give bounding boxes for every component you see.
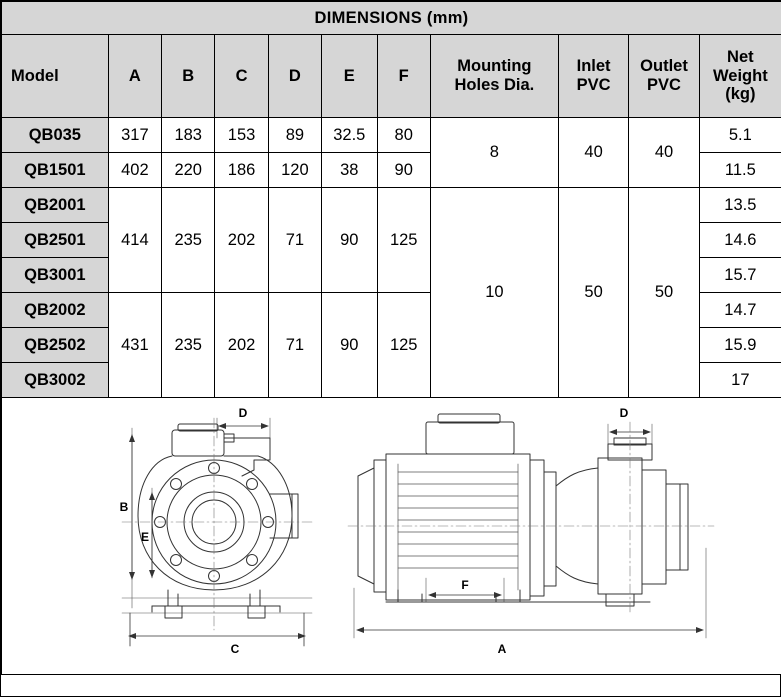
table-row xyxy=(2,188,781,223)
header-a: A xyxy=(108,35,161,118)
cell-e-qb1501: 38 xyxy=(322,153,377,188)
cell-weight-qb1501: 11.5 xyxy=(699,153,781,188)
cell-c-group-2002-3002: 202 xyxy=(215,293,268,398)
header-mounting-line2: Holes Dia. xyxy=(454,76,535,94)
header-net-line1: Net xyxy=(727,47,754,66)
cell-weight-qb2001: 13.5 xyxy=(699,188,781,223)
header-inlet-pvc xyxy=(558,35,628,118)
cell-weight-qb3002: 17 xyxy=(699,363,781,398)
cell-d-qb035: 89 xyxy=(268,118,321,153)
cell-b-qb1501: 220 xyxy=(162,153,215,188)
row-model-qb2001: QB2001 xyxy=(2,188,109,223)
row-model-qb3001: QB3001 xyxy=(2,258,109,293)
cell-a-group-2002-3002: 431 xyxy=(108,293,161,398)
header-mounting-holes-dia xyxy=(430,35,558,118)
pump-drawings xyxy=(2,398,781,674)
row-model-qb2002: QB2002 xyxy=(2,293,109,328)
header-b: B xyxy=(162,35,215,118)
cell-d-group-2001-3001: 71 xyxy=(268,188,321,293)
header-net-line2: Weight xyxy=(713,66,768,85)
cell-c-qb035: 153 xyxy=(215,118,268,153)
header-d: D xyxy=(268,35,321,118)
header-model: Model xyxy=(2,35,109,118)
pump-drawing-svg xyxy=(2,398,781,674)
header-outlet-line2: PVC xyxy=(647,76,681,94)
header-net-weight xyxy=(699,35,781,118)
label-d-front: D xyxy=(238,406,248,420)
label-b-front: B xyxy=(119,500,129,514)
header-mounting-line1: Mounting xyxy=(457,57,532,76)
cell-mounting-group1: 8 xyxy=(430,118,558,188)
row-model-qb2501: QB2501 xyxy=(2,223,109,258)
cell-a-qb035: 317 xyxy=(108,118,161,153)
cell-outlet-group1: 40 xyxy=(629,118,699,188)
row-model-qb1501: QB1501 xyxy=(2,153,109,188)
cell-inlet-group1: 40 xyxy=(558,118,628,188)
cell-f-qb1501: 90 xyxy=(377,153,430,188)
cell-weight-qb3001: 15.7 xyxy=(699,258,781,293)
cell-e-group-2001-3001: 90 xyxy=(322,188,377,293)
cell-mounting-group2: 10 xyxy=(430,188,558,398)
cell-weight-qb2002: 14.7 xyxy=(699,293,781,328)
cell-d-qb1501: 120 xyxy=(268,153,321,188)
table-title-row xyxy=(2,2,781,35)
header-outlet-line1: Outlet xyxy=(640,57,688,76)
cell-weight-qb2502: 15.9 xyxy=(699,328,781,363)
cell-b-group-2001-3001: 235 xyxy=(162,188,215,293)
cell-outlet-group2: 50 xyxy=(629,188,699,398)
cell-weight-qb2501: 14.6 xyxy=(699,223,781,258)
label-d-side: D xyxy=(619,406,629,420)
row-model-qb035: QB035 xyxy=(2,118,109,153)
header-e: E xyxy=(322,35,377,118)
header-inlet-line2: PVC xyxy=(576,76,611,94)
label-f-side: F xyxy=(461,578,469,592)
cell-c-group-2001-3001: 202 xyxy=(215,188,268,293)
header-f: F xyxy=(377,35,430,118)
table-title: DIMENSIONS (mm) xyxy=(2,2,781,35)
header-c: C xyxy=(215,35,268,118)
cell-f-group-2001-3001: 125 xyxy=(377,188,430,293)
table-row xyxy=(2,118,781,153)
dimensions-table xyxy=(1,1,781,675)
cell-b-group-2002-3002: 235 xyxy=(162,293,215,398)
row-model-qb2502: QB2502 xyxy=(2,328,109,363)
label-e-front: E xyxy=(140,530,150,544)
header-net-line3: (kg) xyxy=(725,85,756,104)
cell-b-qb035: 183 xyxy=(162,118,215,153)
cell-e-group-2002-3002: 90 xyxy=(322,293,377,398)
cell-e-qb035: 32.5 xyxy=(322,118,377,153)
cell-a-qb1501: 402 xyxy=(108,153,161,188)
cell-d-group-2002-3002: 71 xyxy=(268,293,321,398)
diagram-row xyxy=(2,398,781,675)
cell-weight-qb035: 5.1 xyxy=(699,118,781,153)
label-a-side: A xyxy=(497,642,507,656)
cell-f-group-2002-3002: 125 xyxy=(377,293,430,398)
table-header-row xyxy=(2,35,781,118)
header-inlet-line1: Inlet xyxy=(576,57,611,76)
diagram-cell xyxy=(2,398,781,675)
cell-inlet-group2: 50 xyxy=(558,188,628,398)
cell-c-qb1501: 186 xyxy=(215,153,268,188)
label-c-front: C xyxy=(230,642,240,656)
cell-f-qb035: 80 xyxy=(377,118,430,153)
row-model-qb3002: QB3002 xyxy=(2,363,109,398)
header-outlet-pvc xyxy=(629,35,699,118)
cell-a-group-2001-3001: 414 xyxy=(108,188,161,293)
